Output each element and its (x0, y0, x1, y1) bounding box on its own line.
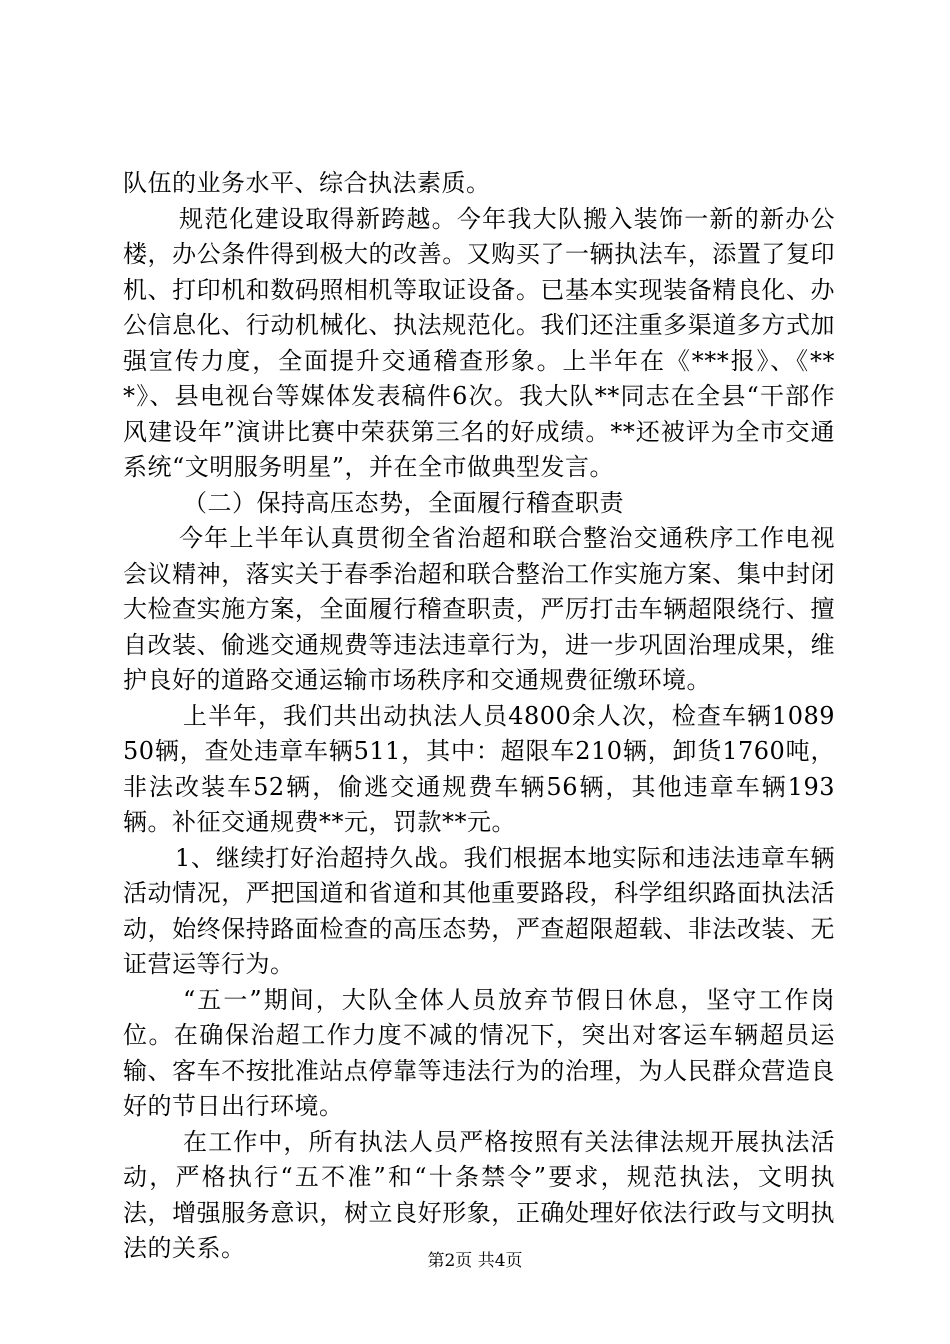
paragraph-law-enforcement: 在工作中，所有执法人员严格按照有关法律法规开展执法活动，严格执行“五不准”和“十条禁令”要求，规范执法，文明执法，增强服务意识，树立良好形象，正确处理好依法行政与文明执法的关系。 (123, 1127, 835, 1262)
page-number-footer: 第2页 共4页 (427, 1251, 523, 1271)
paragraph-first-half-work: 今年上半年认真贯彻全省治超和联合整治交通秩序工作电视会议精神，落实关于春季治超和联合整治工作实施方案、集中封闭大检查实施方案，全面履行稽查职责，严厉打击车辆超限绕行、擅自改装、偷逃交通规费等违法违章行为，进一步巩固治理成果，维护良好的道路交通运输市场秩序和交通规费征缴环境。 (123, 524, 835, 694)
paragraph-standardization: 规范化建设取得新跨越。今年我大队搬入装饰一新的新办公楼，办公条件得到极大的改善。又购买了一辆执法车，添置了复印机、打印机和数码照相机等取证设备。已基本实现装备精良化、办公信息化、行动机械化、执法规范化。我们还注重多渠道多方式加强宣传力度，全面提升交通稽查形象。上半年在《***报》、《***》、县电视台等媒体发表稿件6次。我大队**同志在全县“干部作风建设年”演讲比赛中荣获第三名的好成绩。**还被评为全市交通系统“文明服务明星”，并在全市做典型发言。 (123, 204, 835, 481)
section-heading-2: （二）保持高压态势，全面履行稽查职责 (183, 488, 624, 517)
paragraph-continuation: 队伍的业务水平、综合执法素质。 (123, 169, 491, 197)
paragraph-statistics: 上半年，我们共出动执法人员4800余人次，检查车辆108950辆，查处违章车辆511，其中：超限车210辆，卸货1760吨，非法改装车52辆，偷逃交通规费车辆56辆，其他违章车辆193辆。补征交通规费**元，罚款**元。 (123, 701, 835, 836)
paragraph-item-1: 1、继续打好治超持久战。我们根据本地实际和违法违章车辆活动情况，严把国道和省道和其他重要路段，科学组织路面执法活动，始终保持路面检查的高压态势，严查超限超载、非法改装、无证营运等行为。 (123, 843, 835, 978)
document-body (123, 166, 835, 1267)
paragraph-may-day: “五一”期间，大队全体人员放弃节假日休息，坚守工作岗位。在确保治超工作力度不减的情况下，突出对客运车辆超员运输、客车不按批准站点停靠等违法行为的治理，为人民群众营造良好的节日出行环境。 (123, 985, 835, 1120)
